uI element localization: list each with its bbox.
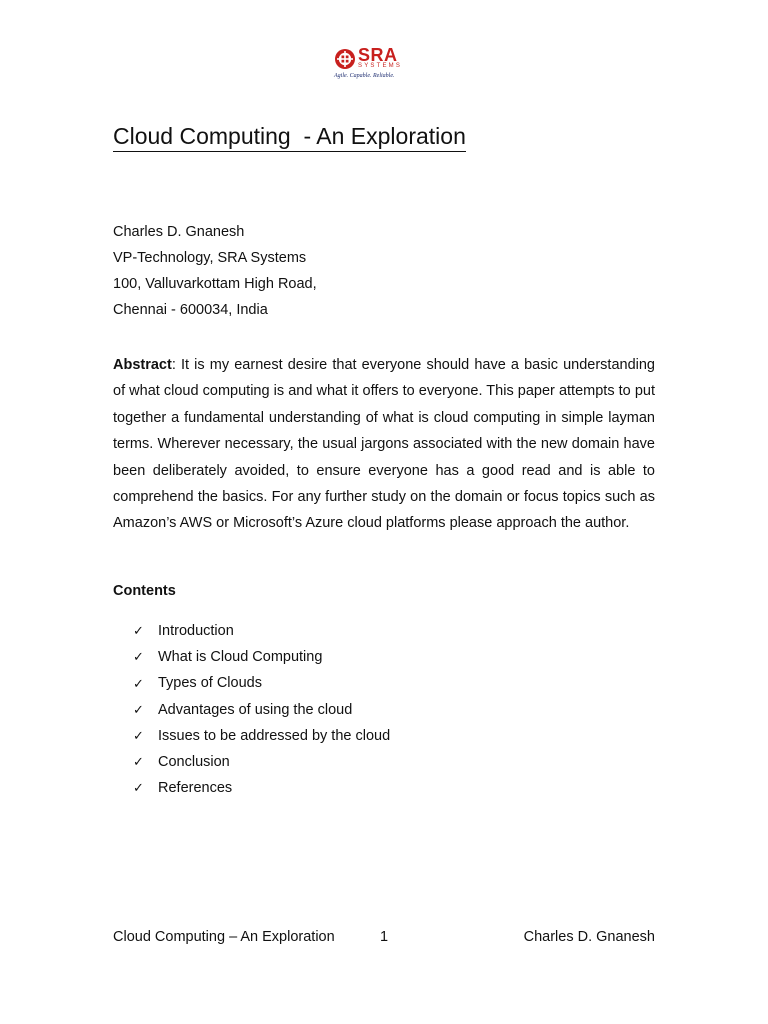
author-block xyxy=(113,219,317,323)
contents-item-label: References xyxy=(158,780,233,797)
sra-logo-mark-icon xyxy=(334,48,356,70)
page-footer xyxy=(113,926,655,948)
author-address-line1: 100, Valluvarkottam High Road, xyxy=(113,276,317,292)
author-position: VP-Technology, SRA Systems xyxy=(113,250,307,266)
document-title: Cloud Computing - An Exploration xyxy=(113,122,466,152)
contents-item xyxy=(133,775,390,801)
contents-item-label: Conclusion xyxy=(158,754,230,771)
check-icon: ✓ xyxy=(133,675,144,691)
author-address-line2: Chennai - 600034, India xyxy=(113,302,268,318)
abstract-text: : It is my earnest desire that everyone should have a basic understanding of what cloud computing is and what it offers to everyone. This paper attempts to put together a fundamental understanding of what is cloud computing in simple layman terms. Wherever necessary, the usual jargons associated with the new domain have been deliberately avoided, to ensure everyone has a good read and is able to comprehend the basics. For any further study on the domain or focus topics such as Amazon’s AWS or Microsoft’s Azure cloud platforms please approach the author. xyxy=(113,357,655,532)
contents-item xyxy=(133,644,390,670)
abstract-paragraph xyxy=(113,352,655,537)
logo-tagline: Agile. Capable. Reliable. xyxy=(334,73,395,79)
check-icon: ✓ xyxy=(133,623,144,639)
contents-item xyxy=(133,749,390,775)
check-icon: ✓ xyxy=(133,727,144,743)
logo-subtext: SYSTEMS xyxy=(358,63,403,69)
footer-author: Charles D. Gnanesh xyxy=(523,929,655,945)
contents-item-label: Types of Clouds xyxy=(158,675,262,692)
check-icon: ✓ xyxy=(133,649,144,665)
abstract-label: Abstract xyxy=(113,357,172,373)
contents-item-label: Advantages of using the cloud xyxy=(158,701,353,718)
contents-item xyxy=(133,723,390,749)
check-icon: ✓ xyxy=(133,701,144,717)
contents-item-label: Issues to be addressed by the cloud xyxy=(158,727,391,744)
contents-item xyxy=(133,618,390,644)
contents-heading: Contents xyxy=(113,583,176,599)
check-icon: ✓ xyxy=(133,754,144,770)
company-logo xyxy=(334,46,414,82)
logo-wordmark: SRA xyxy=(358,45,398,65)
author-name: Charles D. Gnanesh xyxy=(113,224,245,240)
contents-list xyxy=(133,618,390,801)
contents-item xyxy=(133,670,390,696)
footer-title: Cloud Computing – An Exploration xyxy=(113,929,335,945)
contents-item-label: Introduction xyxy=(158,623,234,639)
check-icon: ✓ xyxy=(133,780,144,796)
contents-item-label: What is Cloud Computing xyxy=(158,649,323,666)
page-number: 1 xyxy=(380,929,389,945)
contents-item xyxy=(133,697,390,723)
